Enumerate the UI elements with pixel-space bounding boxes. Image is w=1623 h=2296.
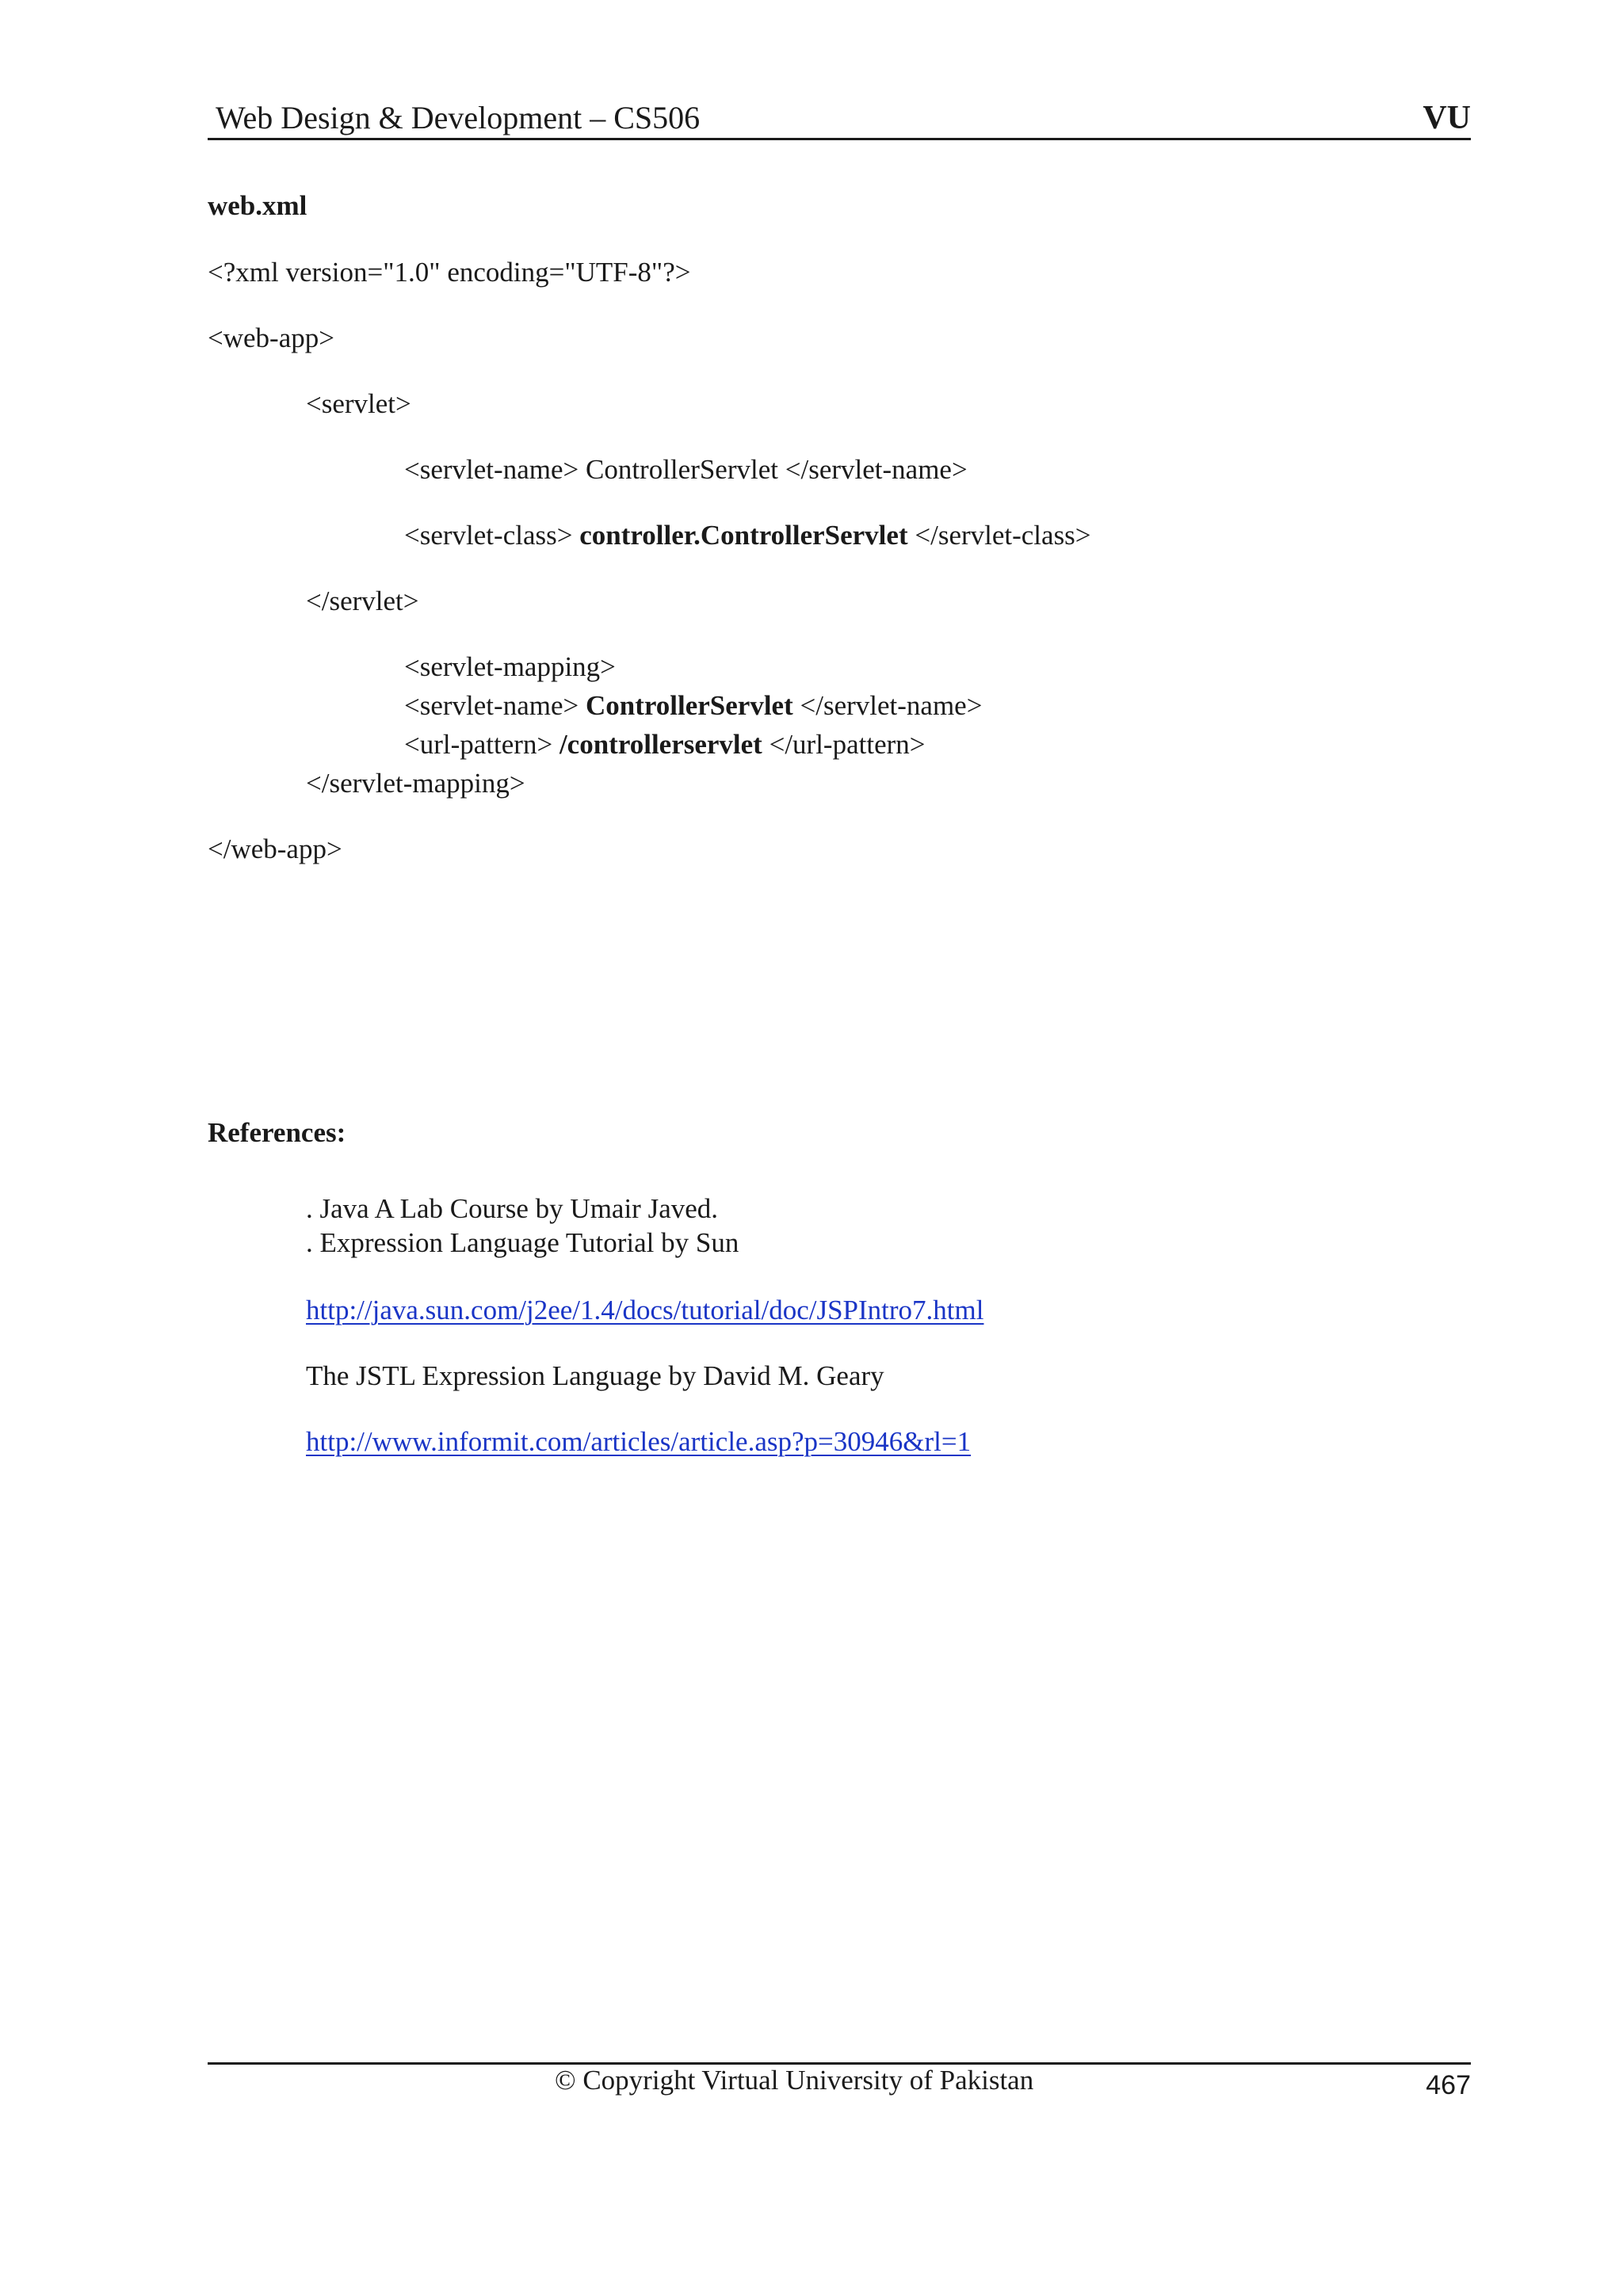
servlet-open-tag: <servlet> (306, 388, 411, 419)
reference-link-1-text[interactable]: http://java.sun.com/j2ee/1.4/docs/tutorial/doc/JSPIntro7.html (306, 1295, 984, 1325)
url-pattern-close-tag: </url-pattern> (762, 729, 926, 760)
servlet-name-close-tag: </servlet-name> (785, 454, 968, 485)
servlet-class-open-tag: <servlet-class> (404, 520, 580, 551)
web-app-open-tag: <web-app> (208, 322, 334, 353)
servlet-close-tag: </servlet> (306, 585, 419, 616)
code-heading: web.xml (208, 190, 307, 221)
course-title: Web Design & Development – CS506 (216, 100, 701, 135)
reference-link-2[interactable] (306, 1425, 971, 1459)
reference-link-2-text[interactable]: http://www.informit.com/articles/article.asp?p=30946&rl=1 (306, 1426, 972, 1457)
reference-item-2: . Expression Language Tutorial by Sun (306, 1227, 739, 1258)
url-pattern-line (404, 727, 926, 762)
reference-link-1[interactable] (306, 1293, 983, 1328)
mapping-servlet-name-line (404, 688, 982, 723)
web-app-close-tag: </web-app> (208, 833, 342, 864)
reference-item-3: The JSTL Expression Language by David M. Geary (306, 1360, 884, 1391)
url-pattern-open-tag: <url-pattern> (404, 729, 559, 760)
servlet-mapping-close-tag: </servlet-mapping> (306, 768, 525, 799)
url-pattern-value: /controllerservlet (559, 729, 762, 760)
servlet-name-line (404, 452, 968, 487)
mapping-name-value: ControllerServlet (585, 690, 793, 721)
xml-declaration: <?xml version="1.0" encoding="UTF-8"?> (208, 257, 691, 288)
servlet-class-line (404, 518, 1091, 553)
mapping-name-close-tag: </servlet-name> (792, 690, 983, 721)
references-heading: References: (208, 1117, 346, 1148)
servlet-mapping-open-tag: <servlet-mapping> (404, 651, 616, 682)
reference-item-1: . Java A Lab Course by Umair Javed. (306, 1193, 719, 1224)
servlet-class-close-tag: </servlet-class> (907, 520, 1091, 551)
servlet-class-value: controller.ControllerServlet (579, 520, 908, 551)
mapping-name-open-tag: <servlet-name> (404, 690, 586, 721)
institution-abbrev: VU (1423, 100, 1471, 136)
servlet-name-open-tag: <servlet-name> (404, 454, 579, 485)
page-header (208, 98, 1471, 140)
servlet-name-value: ControllerServlet (579, 454, 785, 485)
footer-copyright: © Copyright Virtual University of Pakistan (555, 2065, 1034, 2096)
page-number: 467 (1426, 2070, 1471, 2100)
